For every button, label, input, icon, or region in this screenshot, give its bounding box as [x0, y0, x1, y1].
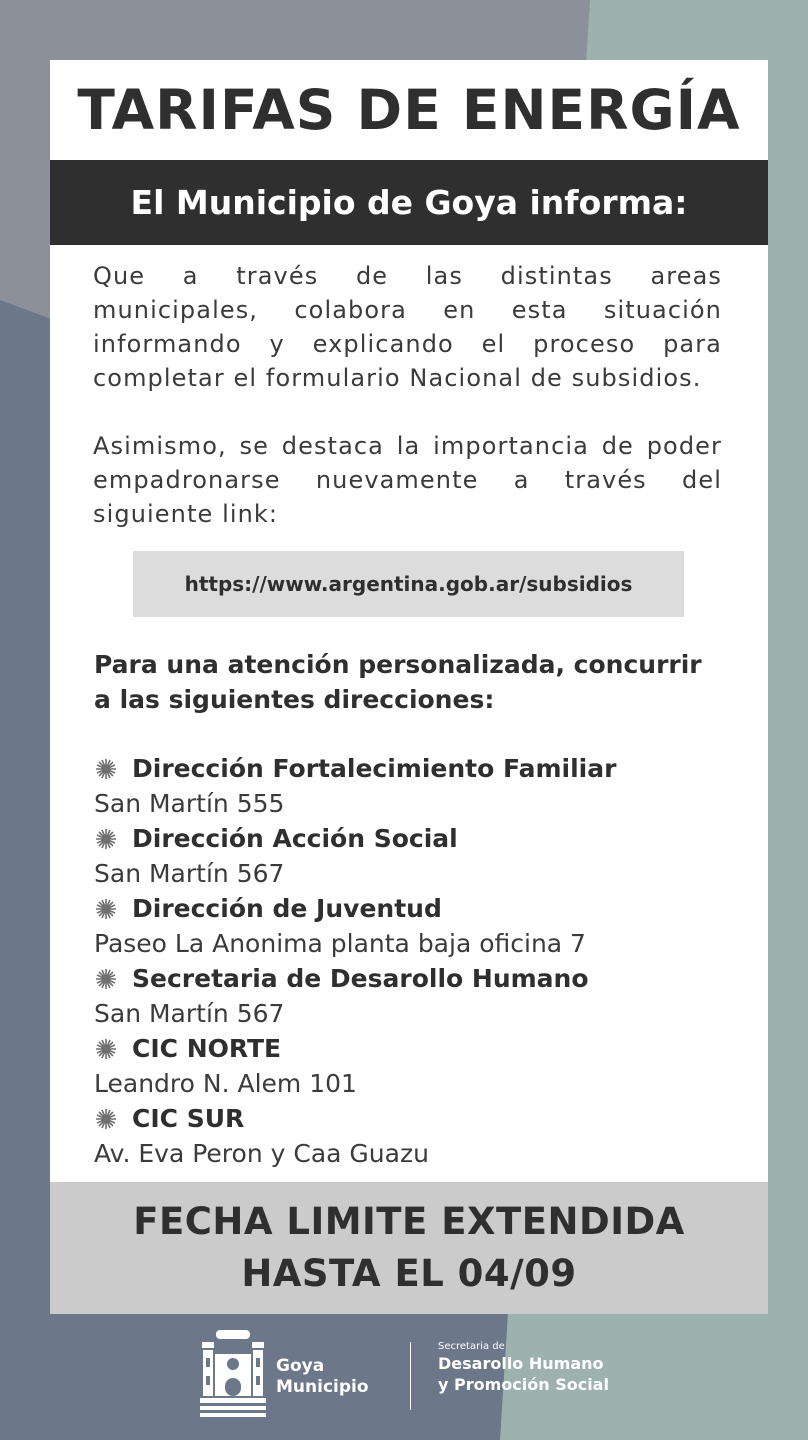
secretaria-line-1: Desarollo Humano: [438, 1354, 604, 1373]
address-value: San Martín 555: [94, 789, 285, 818]
footer-divider: [410, 1342, 411, 1410]
page-title: TARIFAS DE ENERGÍA: [77, 78, 741, 142]
address-list: [94, 751, 768, 1171]
sparkle-bullet-icon: [94, 827, 132, 851]
address-value: Paseo La Anonima planta baja oficina 7: [94, 929, 586, 958]
address-name: CIC NORTE: [132, 1034, 282, 1063]
address-item: [94, 751, 768, 821]
intro-paragraph: Que a través de las distintas areas municipales, colabora en esta situación informando y explicando el proceso para completar el formulario Nacional de subsidios.: [93, 262, 722, 392]
body-text: [93, 259, 722, 531]
address-item: [94, 1101, 768, 1171]
footer: [0, 1320, 808, 1430]
attention-line-1: Para una atención personalizada, concurrir: [94, 650, 702, 679]
info-card: [50, 60, 768, 1314]
address-value: Leandro N. Alem 101: [94, 1069, 357, 1098]
deadline-banner: [50, 1182, 768, 1314]
address-value: San Martín 567: [94, 859, 285, 888]
address-name: Dirección Fortalecimiento Familiar: [132, 754, 617, 783]
deadline-line-1: FECHA LIMITE EXTENDIDA: [133, 1200, 685, 1243]
secretaria-wordmark: [438, 1340, 609, 1395]
address-name: CIC SUR: [132, 1104, 245, 1133]
address-value: San Martín 567: [94, 999, 285, 1028]
sparkle-bullet-icon: [94, 967, 132, 991]
address-name: Dirección de Juventud: [132, 894, 442, 923]
sparkle-bullet-icon: [94, 757, 132, 781]
attention-heading: [94, 647, 728, 717]
address-item: [94, 821, 768, 891]
address-name: Secretaria de Desarollo Humano: [132, 964, 589, 993]
attention-line-2: a las siguientes direcciones:: [94, 685, 495, 714]
address-name: Dirección Acción Social: [132, 824, 458, 853]
deadline-line-2: HASTA EL 04/09: [241, 1252, 577, 1295]
goya-line-1: Goya: [276, 1356, 325, 1376]
subtitle-banner: El Municipio de Goya informa:: [50, 160, 768, 245]
address-item: [94, 891, 768, 961]
sparkle-bullet-icon: [94, 897, 132, 921]
address-value: Av. Eva Peron y Caa Guazu: [94, 1139, 429, 1168]
secretaria-line-2: y Promoción Social: [438, 1375, 609, 1394]
subsidy-link[interactable]: https://www.argentina.gob.ar/subsidios: [133, 551, 684, 617]
sparkle-bullet-icon: [94, 1107, 132, 1131]
link-intro-paragraph: Asimismo, se destaca la importancia de poder empadronarse nuevamente a través del siguiente link:: [93, 432, 722, 528]
church-facade-icon: [200, 1328, 266, 1420]
goya-line-2: Municipio: [276, 1377, 369, 1397]
goya-municipio-wordmark: [276, 1356, 369, 1398]
secretaria-small-label: Secretaria de: [438, 1341, 505, 1352]
address-item: [94, 1031, 768, 1101]
address-item: [94, 961, 768, 1031]
sparkle-bullet-icon: [94, 1037, 132, 1061]
